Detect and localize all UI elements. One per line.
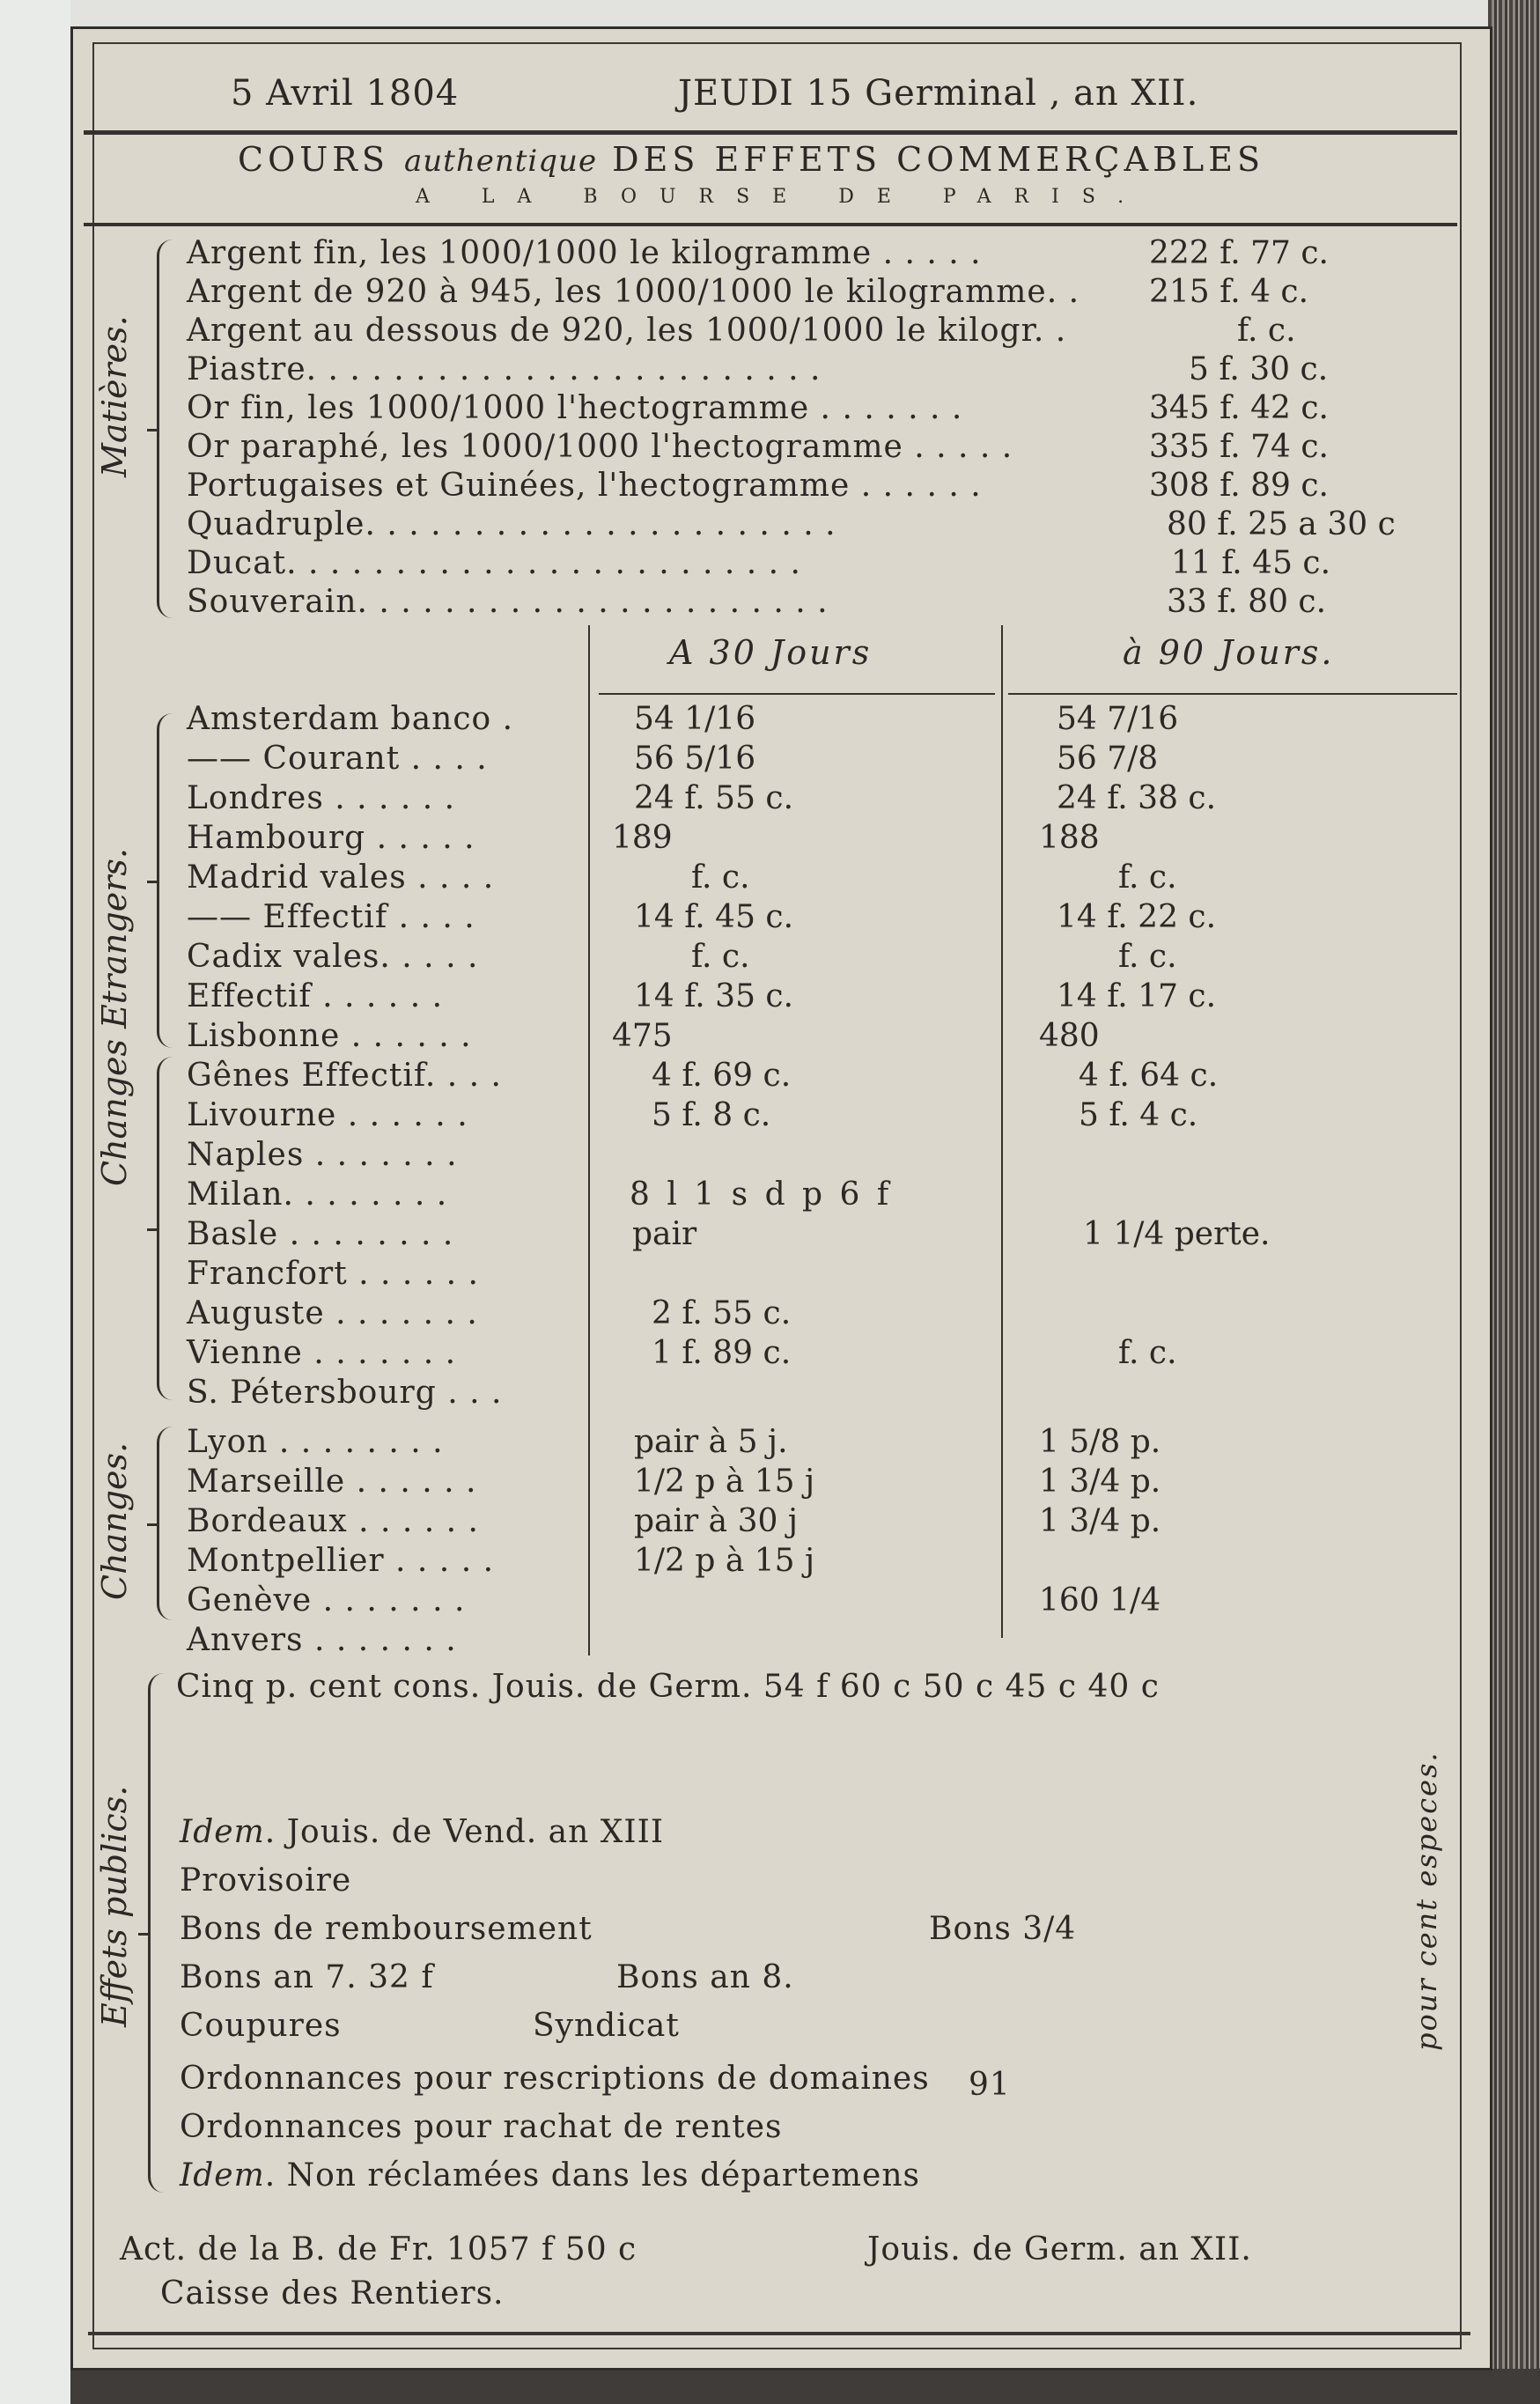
list-item-value: 345 f. 42 c. bbox=[1149, 390, 1329, 426]
table-row-label: Lyon . . . . . . . . bbox=[187, 1424, 444, 1460]
table-cell: 1/2 p à 15 j bbox=[634, 1464, 815, 1500]
table-cell: 56 5/16 bbox=[634, 741, 756, 777]
label-effets-publics: Effets publics. bbox=[95, 1785, 134, 2027]
table-row-label: Genève . . . . . . . bbox=[187, 1582, 466, 1619]
list-item-value: 80 f. 25 a 30 c bbox=[1167, 506, 1396, 542]
list-item: Portugaises et Guinées, l'hectogramme . . . . . . bbox=[187, 468, 982, 504]
table-row-label: Montpellier . . . . . bbox=[187, 1543, 495, 1579]
list-item: Argent fin, les 1000/1000 le kilogramme . . . . . bbox=[187, 235, 982, 271]
table-cell: 1 f. 89 c. bbox=[652, 1335, 792, 1371]
table-row-label: —— Courant . . . . bbox=[187, 741, 488, 777]
rente-cinq-pour-cent: Cinq p. cent cons. Jouis. de Germ. 54 f 60 c 50 c 45 c 40 c bbox=[176, 1669, 1160, 1705]
table-cell: f. c. bbox=[691, 859, 750, 896]
list-item-value: 215 f. 4 c. bbox=[1149, 274, 1309, 310]
date-right: JEUDI 15 Germinal , an XII. bbox=[678, 73, 1199, 114]
date-left: 5 Avril 1804 bbox=[231, 73, 460, 114]
table-row-label: Madrid vales . . . . bbox=[187, 859, 495, 896]
list-item: Or fin, les 1000/1000 l'hectogramme . . . . . . . bbox=[187, 390, 963, 426]
table-row-label: S. Pétersbourg . . . bbox=[187, 1375, 503, 1411]
idem-non-reclamees: Idem. Non réclamées dans les départemens bbox=[180, 2157, 921, 2194]
brace-changes-etrangers-1 bbox=[157, 713, 173, 1048]
brace-changes bbox=[157, 1427, 173, 1620]
table-cell: 1 5/8 p. bbox=[1039, 1424, 1161, 1460]
bons-remboursement: Bons de remboursement bbox=[180, 1911, 593, 1947]
table-row-label: Livourne . . . . . . bbox=[187, 1097, 468, 1133]
bons-an-8: Bons an 8. bbox=[616, 1959, 794, 1995]
table-cell: 4 f. 69 c. bbox=[652, 1058, 792, 1094]
header-rule-bottom bbox=[84, 223, 1457, 226]
table-cell: 4 f. 64 c. bbox=[1079, 1058, 1219, 1094]
bons-trois-quarts: Bons 3/4 bbox=[929, 1911, 1077, 1947]
table-cell: 5 f. 4 c. bbox=[1079, 1097, 1198, 1133]
label-matieres: Matières. bbox=[95, 315, 134, 477]
table-cell: 14 f. 17 c. bbox=[1057, 978, 1217, 1014]
column-rule-2 bbox=[1001, 625, 1003, 1638]
table-row-label: Francfort . . . . . . bbox=[187, 1256, 479, 1292]
book-page-edges bbox=[1488, 0, 1540, 2404]
label-changes-etrangers: Changes Etrangers. bbox=[95, 848, 134, 1186]
list-item: Ducat. . . . . . . . . . . . . . . . . . . . . . . . bbox=[187, 545, 801, 581]
table-cell: 475 bbox=[612, 1018, 673, 1054]
list-item-value: 222 f. 77 c. bbox=[1149, 235, 1329, 271]
table-cell: 54 7/16 bbox=[1057, 701, 1179, 737]
header-rule-top bbox=[84, 130, 1457, 135]
table-row-label: Bordeaux . . . . . . bbox=[187, 1503, 479, 1539]
list-item: Piastre. . . . . . . . . . . . . . . . . . . . . . . . bbox=[187, 351, 822, 387]
column-header-rule-2 bbox=[1008, 693, 1457, 695]
table-row-label: Auguste . . . . . . . bbox=[187, 1295, 478, 1331]
table-row-label: Hambourg . . . . . bbox=[187, 820, 475, 856]
table-cell: 5 f. 8 c. bbox=[652, 1097, 771, 1133]
table-cell: f. c. bbox=[691, 939, 750, 975]
table-cell: 54 1/16 bbox=[634, 701, 756, 737]
frame-bottom-rule bbox=[88, 2332, 1470, 2335]
table-cell: 160 1/4 bbox=[1039, 1582, 1161, 1619]
ordonnances-rachat: Ordonnances pour rachat de rentes bbox=[180, 2109, 783, 2145]
table-cell: 24 f. 55 c. bbox=[634, 780, 794, 816]
table-cell: 8 l 1 s d p 6 f bbox=[630, 1176, 893, 1213]
brace-changes-etrangers-2 bbox=[157, 1057, 173, 1400]
column-header-90: à 90 Jours. bbox=[1123, 633, 1335, 672]
table-cell: 188 bbox=[1039, 820, 1100, 856]
ordonnances-rescriptions-value: 91 bbox=[969, 2067, 1011, 2103]
table-cell: f. c. bbox=[1118, 1335, 1177, 1371]
book-edge-top bbox=[70, 0, 1540, 28]
table-row-label: Londres . . . . . . bbox=[187, 780, 456, 816]
table-cell: 480 bbox=[1039, 1018, 1100, 1054]
list-item: Quadruple. . . . . . . . . . . . . . . . . . . . . . bbox=[187, 506, 836, 542]
list-item-value: 5 f. 30 c. bbox=[1189, 351, 1329, 387]
caisse-des-rentiers: Caisse des Rentiers. bbox=[160, 2275, 505, 2312]
table-row-label: Anvers . . . . . . . bbox=[187, 1622, 457, 1658]
table-row-label: Gênes Effectif. . . . bbox=[187, 1058, 502, 1094]
list-item-value: f. c. bbox=[1237, 313, 1296, 349]
provisoire: Provisoire bbox=[180, 1862, 352, 1899]
idem-vendemiaire: Idem. Jouis. de Vend. an XIII bbox=[180, 1814, 665, 1850]
ordonnances-rescriptions: Ordonnances pour rescriptions de domaines bbox=[180, 2061, 930, 2097]
table-cell: 14 f. 22 c. bbox=[1057, 899, 1217, 935]
book-edge-left bbox=[0, 0, 70, 2404]
table-cell: 14 f. 35 c. bbox=[634, 978, 794, 1014]
table-cell: f. c. bbox=[1118, 939, 1177, 975]
label-pour-cent: pour cent especes. bbox=[1410, 1751, 1443, 2051]
table-row-label: Amsterdam banco . bbox=[187, 701, 514, 737]
column-rule-1 bbox=[588, 625, 590, 1656]
table-row-label: Naples . . . . . . . bbox=[187, 1137, 458, 1173]
table-cell: 1 3/4 p. bbox=[1039, 1503, 1161, 1539]
table-row-label: Effectif . . . . . . bbox=[187, 978, 444, 1014]
table-cell: 1 1/4 perte. bbox=[1083, 1216, 1271, 1252]
list-item-value: 11 f. 45 c. bbox=[1171, 545, 1331, 581]
page-title: COURS authentique DES EFFETS COMMERÇABLES bbox=[238, 140, 1265, 179]
table-row-label: Basle . . . . . . . . bbox=[187, 1216, 454, 1252]
page-subtitle: A LA BOURSE DE PARIS. bbox=[416, 186, 1147, 208]
label-changes: Changes. bbox=[95, 1442, 134, 1600]
table-row-label: Lisbonne . . . . . . bbox=[187, 1018, 472, 1054]
list-item-value: 335 f. 74 c. bbox=[1149, 429, 1329, 465]
brace-effets-publics bbox=[148, 1673, 164, 2193]
bons-an-7: Bons an 7. 32 f bbox=[180, 1959, 434, 1995]
table-cell: pair à 5 j. bbox=[634, 1424, 788, 1460]
table-cell: 24 f. 38 c. bbox=[1057, 780, 1217, 816]
table-row-label: Vienne . . . . . . . bbox=[187, 1335, 457, 1371]
syndicat: Syndicat bbox=[533, 2008, 680, 2044]
actions-banque-de-france: Act. de la B. de Fr. 1057 f 50 c bbox=[120, 2231, 637, 2268]
list-item: Souverain. . . . . . . . . . . . . . . . . . . . . . bbox=[187, 584, 829, 620]
table-cell: f. c. bbox=[1118, 859, 1177, 896]
coupures: Coupures bbox=[180, 2008, 342, 2044]
table-row-label: —— Effectif . . . . bbox=[187, 899, 475, 935]
table-cell: 2 f. 55 c. bbox=[652, 1295, 792, 1331]
list-item: Or paraphé, les 1000/1000 l'hectogramme . . . . . bbox=[187, 429, 1013, 465]
brace-matieres bbox=[157, 240, 173, 618]
list-item: Argent de 920 à 945, les 1000/1000 le kilogramme. . bbox=[187, 274, 1080, 310]
table-cell: 1/2 p à 15 j bbox=[634, 1543, 815, 1579]
table-cell: pair bbox=[632, 1216, 697, 1252]
jouissance-germinal: Jouis. de Germ. an XII. bbox=[867, 2231, 1252, 2268]
table-cell: 189 bbox=[612, 820, 673, 856]
table-cell: 56 7/8 bbox=[1057, 741, 1159, 777]
list-item-value: 33 f. 80 c. bbox=[1167, 584, 1327, 620]
table-cell: pair à 30 j bbox=[634, 1503, 798, 1539]
column-header-rule-1 bbox=[599, 693, 995, 695]
table-cell: 14 f. 45 c. bbox=[634, 899, 794, 935]
book-edge-bottom bbox=[70, 2369, 1540, 2404]
table-row-label: Milan. . . . . . . . bbox=[187, 1176, 448, 1213]
table-row-label: Marseille . . . . . . bbox=[187, 1464, 477, 1500]
list-item: Argent au dessous de 920, les 1000/1000 le kilogr. . bbox=[187, 313, 1067, 349]
column-header-30: A 30 Jours bbox=[669, 633, 873, 672]
list-item-value: 308 f. 89 c. bbox=[1149, 468, 1329, 504]
table-row-label: Cadix vales. . . . . bbox=[187, 939, 479, 975]
table-cell: 1 3/4 p. bbox=[1039, 1464, 1161, 1500]
